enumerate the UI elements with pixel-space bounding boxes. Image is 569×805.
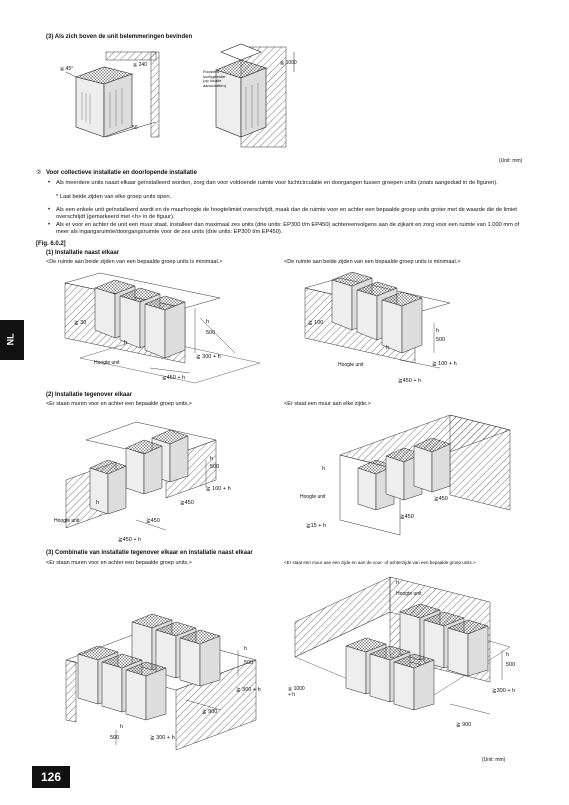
s2-l-450b: ≧450 (146, 518, 160, 524)
s3-l-900: ≧ 900 (202, 709, 218, 715)
s3-l-500b: 500 (110, 735, 120, 741)
unit-mm-bottom: (Unit: mm) (482, 757, 506, 763)
s1-l-300h: ≧ 300 + h (196, 354, 221, 360)
s3-l-300h-a: ≧ 300 + h (236, 687, 261, 693)
s3-title: (3) Combinatie van installatie tegenover elkaar en installatie naast elkaar (46, 550, 253, 556)
bullet-dot: • (48, 207, 51, 213)
s3-left-caption: <Er staan muren voor en achter een bepaalde groep units.> (46, 560, 192, 566)
s3-l-500a: 500 (244, 660, 254, 666)
s1-l-ge30: ≧ 30 (74, 320, 87, 326)
s2-title: (2) Installatie tegenover elkaar (46, 392, 133, 398)
s2-left-caption: <Er staan muren voor en achter een bepaalde groep units.> (46, 401, 192, 407)
s3-r-h1: h (396, 580, 400, 586)
top-240-label: ≧ 240 (133, 62, 147, 68)
s1-r-100h: ≧ 100 + h (432, 361, 457, 367)
s1-right-caption: <De ruimte aan beide zijden van een bepaalde groep units is minimaal.> (284, 259, 461, 265)
s1-l-unit-h: Hoogte unit (94, 360, 120, 366)
s2-l-h2: h (96, 500, 100, 506)
s2-r-450b: ≧450 (400, 514, 414, 520)
s3-r-300h: ≧300 + h (492, 688, 516, 694)
s1-left-figure (60, 268, 260, 383)
s2-r-h1: h (322, 466, 326, 472)
s2-r-unit-h: Hoogte unit (300, 494, 326, 500)
s3-l-h1: h (244, 646, 248, 652)
page-number: 126 (32, 766, 70, 788)
fig-reference: [Fig. 6.0.2] (36, 241, 66, 247)
s1-r-h2: h (386, 345, 390, 351)
s2-l-450a: ≧450 (180, 500, 194, 506)
unit-mm-top: (Unit: mm) (499, 158, 523, 164)
top-50-label: 50 (132, 125, 138, 131)
s3-r-1000h: ≧ 1000 + h (288, 686, 305, 698)
s3-r-500: 500 (506, 662, 516, 668)
s3-l-300h-b: ≧ 300 + h (150, 735, 175, 741)
language-tab-label: NL (5, 333, 16, 346)
top-grille-note: Roosters luchtgeleider (op locatie aanschaffen) (203, 69, 227, 88)
s3-right-caption: <Er staat een muur aan een zijde en aan de voor- of achterzijde van een bepaalde groep units.> (284, 560, 476, 565)
bullet-2: Als een enkele unit geïnstalleerd wordt en de muurhoogte de hoogtelimiet overschrijdt, maak dan de ruimte voor en achter een bepaalde groep units groter met de waarde die de limiet overschrijdt (gemarkeerd met <h> in de figuur). (56, 207, 517, 221)
s2-l-500: 500 (210, 464, 220, 470)
top-angle-label: ≧ 45° (60, 66, 74, 72)
bullet-note: * Laat beide zijden van elke groep units open. (56, 194, 172, 200)
s1-l-450h: ≧450 + h (162, 375, 186, 381)
s3-left-figure (56, 570, 276, 750)
s2-left-figure (56, 410, 266, 545)
s2-r-15h: ≧15 + h (306, 523, 327, 529)
s1-left-caption: <De ruimte aan beide zijden van een bepaalde groep units is minimaal.> (46, 259, 223, 265)
circle-number: ② (36, 170, 42, 176)
top-1000-label: ≧ 1000 (280, 60, 297, 66)
s2-l-450h: ≧450 + h (118, 537, 142, 543)
s2-l-unit-h: Hoogte unit (54, 518, 80, 524)
bullet-dot: • (48, 180, 51, 186)
s2-l-h1: h (210, 456, 214, 462)
s2-l-100h: ≧ 100 + h (206, 486, 231, 492)
language-tab (0, 320, 24, 360)
collective-title: Voor collectieve installatie en doorlopende installatie (46, 170, 197, 176)
bullet-3: Als er voor en achter de unit een muur staat, installeer dan maximaal zes units (drie units: EP300 t/m EP450) achtereenvolgens aan de zijkant en zorg voor een ruimte van 1.000 mm of meer als ingangsruimte/doorgangsruimte voor de zes units (drie units: EP300 t/m EP450). (56, 222, 520, 236)
s1-r-h1: h (436, 328, 440, 334)
s3-r-h2: h (506, 652, 510, 658)
s1-title: (1) Installatie naast elkaar (46, 250, 120, 256)
bullet-1: Als meerdere units naast elkaar geïnstalleerd worden, zorg dan voor voldoende ruimte voor luchtcirculatie en doorgangen tussen groepen units (zoals aangeduid in de figuren). (56, 180, 498, 186)
s2-r-450a: ≧450 (434, 496, 448, 502)
s1-l-h1: h (206, 319, 210, 325)
s3-r-unit-h: Hoogte unit (396, 591, 422, 597)
section-3-title: (3) Als zich boven de unit belemmeringen bevinden (46, 34, 193, 40)
s1-right-figure (300, 268, 500, 383)
s3-r-900: ≧ 900 (456, 722, 472, 728)
s1-l-h2: h (124, 340, 128, 346)
s1-r-ge100: ≧ 100 (308, 320, 324, 326)
s1-r-450h: ≧450 + h (398, 378, 422, 384)
s2-right-caption: <Er staat een muur aan elke zijde.> (284, 401, 371, 407)
s1-r-unit-h: Hoogte unit (338, 362, 364, 368)
top-figure (46, 42, 346, 157)
bullet-dot: • (48, 222, 51, 228)
s1-r-500: 500 (436, 337, 446, 343)
s1-l-500: 500 (206, 330, 216, 336)
s3-l-h2: h (120, 724, 124, 730)
